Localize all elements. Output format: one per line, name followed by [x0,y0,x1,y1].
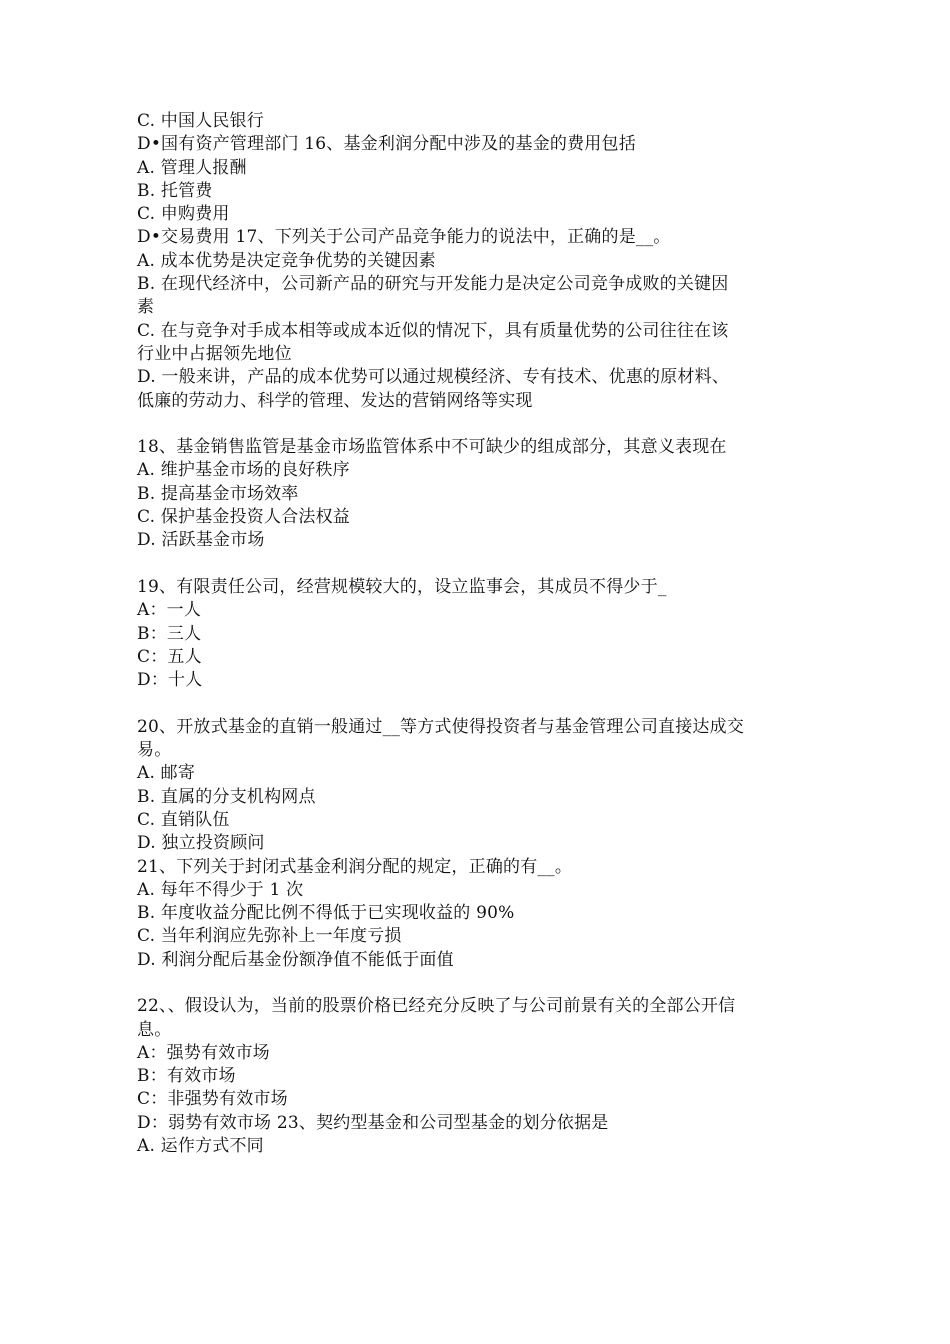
option-c-line: C. 直销队伍 [137,809,230,830]
question-20-continuation: 易。 [137,740,172,761]
question-22-continuation: 息。 [137,1019,172,1040]
option-c-line: C：五人 [137,646,202,667]
option-c-line: C：非强势有效市场 [137,1089,288,1110]
option-a-line: A. 成本优势是决定竞争优势的关键因素 [137,250,436,271]
option-a-line: A：强势有效市场 [137,1042,270,1063]
option-d-continuation: 低廉的劳动力、科学的管理、发达的营销网络等实现 [137,390,533,411]
option-c-line: C. 在与竞争对手成本相等或成本近似的情况下，具有质量优势的公司往往在该 [137,320,729,341]
option-b-line: B：三人 [137,623,202,644]
text-block [137,995,817,1158]
text-block [137,436,817,552]
paragraph-gap [137,413,817,436]
option-a-line: A. 管理人报酬 [137,157,247,178]
question-23-line: D：弱势有效市场 23、契约型基金和公司型基金的划分依据是 [137,1112,609,1133]
question-21-line: 21、下列关于封闭式基金利润分配的规定，正确的有__。 [137,856,573,877]
paragraph-gap [137,692,817,715]
option-b-line: B. 提高基金市场效率 [137,483,299,504]
option-d-line: D：十人 [137,670,203,691]
option-a-line: A. 维护基金市场的良好秩序 [137,460,350,481]
paragraph-gap [137,553,817,576]
option-b-continuation: 素 [137,297,155,318]
option-d-line: D. 活跃基金市场 [137,530,265,551]
text-block [137,576,817,692]
option-c-line: C. 中国人民银行 [137,111,265,131]
option-c-line: C. 申购费用 [137,204,230,225]
paragraph-gap [137,972,817,995]
option-b-line: B. 托管费 [137,180,213,201]
option-c-continuation: 行业中占据领先地位 [137,343,292,364]
option-c-line: C. 当年利润应先弥补上一年度亏损 [137,926,402,947]
option-d-line: D. 一般来讲，产品的成本优势可以通过规模经济、专有技术、优惠的原材料、 [137,367,730,388]
question-19-line: 19、有限责任公司，经营规模较大的，设立监事会，其成员不得少于_ [137,576,667,597]
question-18-line: 18、基金销售监管是基金市场监管体系中不可缺少的组成部分，其意义表现在 [137,437,727,458]
text-block [137,110,817,413]
option-c-line: C. 保护基金投资人合法权益 [137,507,351,528]
option-b-line: B. 在现代经济中，公司新产品的研究与开发能力是决定公司竞争成败的关键因 [137,274,729,295]
option-d-line: D. 利润分配后基金份额净值不能低于面值 [137,949,454,970]
text-block [137,716,817,972]
option-a-line: A：一人 [137,600,202,621]
document-body [137,110,817,1158]
option-a-line: A. 邮寄 [137,763,196,784]
option-b-line: B：有效市场 [137,1066,236,1087]
option-d-line: D. 独立投资顾问 [137,833,265,854]
question-22-line: 22、、假设认为，当前的股票价格已经充分反映了与公司前景有关的全部公开信 [137,996,736,1017]
question-16-line: D•国有资产管理部门 16、基金利润分配中涉及的基金的费用包括 [137,134,636,155]
option-b-line: B. 年度收益分配比例不得低于已实现收益的 90% [137,903,515,924]
option-b-line: B. 直属的分支机构网点 [137,786,316,807]
question-17-line: D•交易费用 17、下列关于公司产品竞争能力的说法中，正确的是__。 [137,227,671,248]
option-a-line: A. 每年不得少于 1 次 [137,879,304,900]
question-20-line: 20、开放式基金的直销一般通过__等方式使得投资者与基金管理公司直接达成交 [137,716,745,737]
option-a-line: A. 运作方式不同 [137,1136,264,1157]
